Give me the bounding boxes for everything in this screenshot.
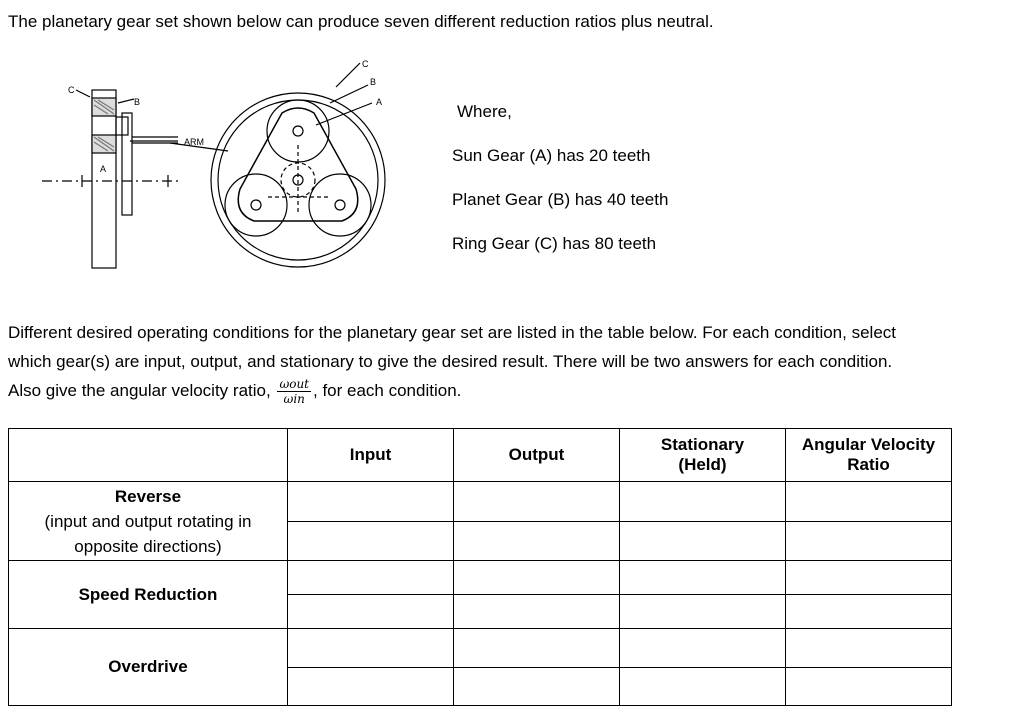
condition-subtitle-1: (input and output rotating in [44, 511, 252, 531]
header-stationary-line2: (Held) [678, 455, 727, 474]
spec-sun-gear: Sun Gear (A) has 20 teeth [452, 146, 651, 165]
side-view [42, 90, 178, 268]
label-arm: ARM [184, 137, 204, 147]
spec-planet-gear: Planet Gear (B) has 40 teeth [452, 190, 669, 209]
label-b-side: B [134, 97, 141, 107]
condition-title: Speed Reduction [78, 584, 218, 604]
condition-subtitle-2: opposite directions) [74, 536, 222, 556]
cell-input[interactable] [288, 482, 454, 522]
condition-reverse [9, 482, 288, 561]
cell-stationary[interactable] [620, 522, 786, 561]
cell-input[interactable] [288, 629, 454, 668]
cell-ratio[interactable] [786, 668, 952, 706]
cell-stationary[interactable] [620, 561, 786, 595]
header-ratio-line1: Angular Velocity [801, 435, 936, 454]
fraction-denominator: ωin [283, 392, 305, 407]
instructions-paragraph [8, 318, 1020, 406]
header-ratio-line2: Ratio [847, 455, 890, 474]
header-angular-velocity-ratio [786, 429, 952, 482]
cell-stationary[interactable] [620, 595, 786, 629]
header-input: Input [288, 429, 454, 482]
intro-text: The planetary gear set shown below can produce seven different reduction ratios plus neutral. [8, 12, 714, 31]
instructions-line-3-pre: Also give the angular velocity ratio, [8, 381, 271, 400]
table-row [9, 482, 952, 522]
header-stationary [620, 429, 786, 482]
cell-output[interactable] [454, 482, 620, 522]
cell-stationary[interactable] [620, 482, 786, 522]
condition-speed-reduction [9, 561, 288, 629]
cell-stationary[interactable] [620, 668, 786, 706]
cell-ratio[interactable] [786, 522, 952, 561]
cell-output[interactable] [454, 668, 620, 706]
table-row [9, 561, 952, 595]
label-c-front: C [362, 59, 369, 69]
cell-ratio[interactable] [786, 561, 952, 595]
cell-output[interactable] [454, 629, 620, 668]
conditions-table [8, 428, 952, 706]
fraction-numerator: ωout [279, 377, 309, 392]
cell-input[interactable] [288, 668, 454, 706]
condition-overdrive [9, 629, 288, 706]
instructions-line-2: which gear(s) are input, output, and stationary to give the desired result. There will be two answers for each condition. [8, 352, 893, 371]
table-header-row [9, 429, 952, 482]
specs-where: Where, [457, 102, 512, 121]
header-stationary-line1: Stationary [660, 435, 745, 454]
label-b-front: B [370, 77, 377, 87]
cell-ratio[interactable] [786, 482, 952, 522]
condition-title: Reverse [114, 486, 182, 506]
cell-stationary[interactable] [620, 629, 786, 668]
header-output: Output [454, 429, 620, 482]
cell-output[interactable] [454, 561, 620, 595]
cell-input[interactable] [288, 595, 454, 629]
cell-input[interactable] [288, 522, 454, 561]
instructions-line-3-post: , for each condition. [313, 381, 462, 400]
instructions-line-3 [8, 376, 1020, 406]
label-a-front: A [376, 97, 383, 107]
planetary-gear-diagram [38, 55, 418, 275]
condition-title: Overdrive [108, 657, 188, 676]
cell-output[interactable] [454, 522, 620, 561]
velocity-ratio-fraction [277, 377, 311, 406]
cell-output[interactable] [454, 595, 620, 629]
cell-ratio[interactable] [786, 595, 952, 629]
cell-input[interactable] [288, 561, 454, 595]
spec-ring-gear: Ring Gear (C) has 80 teeth [452, 234, 657, 253]
label-a-side: A [100, 164, 107, 174]
cell-ratio[interactable] [786, 629, 952, 668]
front-view [170, 63, 385, 267]
instructions-line-1: Different desired operating conditions for the planetary gear set are listed in the table below. For each condition, select [8, 323, 896, 342]
header-blank [9, 429, 288, 482]
label-c-side: C [68, 85, 75, 95]
table-row [9, 629, 952, 668]
